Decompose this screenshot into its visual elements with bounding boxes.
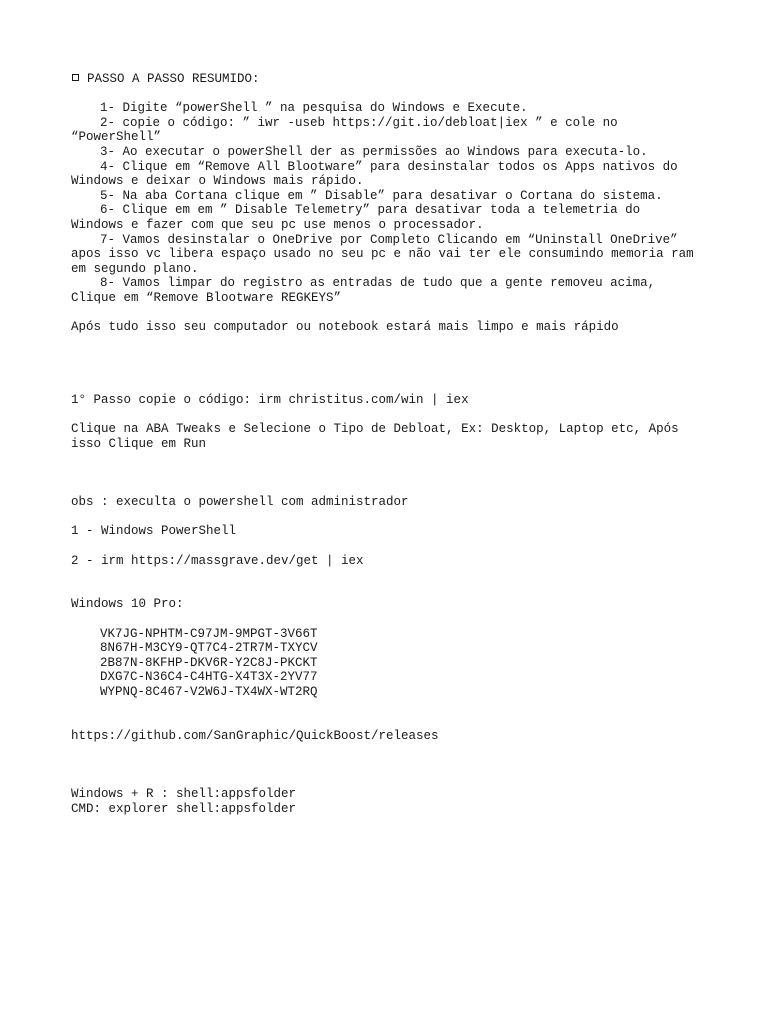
product-key: DXG7C-N36C4-C4HTG-X4T3X-2YV77 [100, 670, 318, 685]
product-key: WYPNQ-8C467-V2W6J-TX4WX-WT2RQ [100, 684, 318, 699]
windows10-heading: Windows 10 Pro: [71, 597, 184, 612]
square-bullet-icon [72, 74, 79, 81]
passo-1-text: 1° Passo copie o código: irm christitus.com/win | iex [71, 393, 469, 408]
document-body [71, 72, 711, 816]
step-7-continued-2: em segundo plano. [71, 261, 199, 276]
step-5: 5- Na aba Cortana clique em ” Disable” para desativar o Cortana do sistema. [100, 188, 663, 203]
step-8: 8- Vamos limpar do registro as entradas de tudo que a gente removeu acima, [100, 276, 656, 291]
tweaks-line-2: isso Clique em Run [71, 436, 207, 451]
summary-text: Após tudo isso seu computador ou notebook estará mais limpo e mais rápido [71, 320, 619, 335]
product-key: 2B87N-8KFHP-DKV6R-Y2C8J-PKCKT [100, 655, 318, 670]
step-4: 4- Clique em “Remove All Blootware” para desinstalar todos os Apps nativos do [100, 159, 678, 174]
product-key: 8N67H-M3CY9-QT7C4-2TR7M-TXYCV [100, 641, 318, 656]
step-2: 2- copie o código: ” iwr -useb https://git.io/debloat|iex ” e cole no [100, 115, 618, 130]
shortcut-cmd: CMD: explorer shell:appsfolder [71, 801, 297, 816]
step-2-continued: “PowerShell” [71, 130, 162, 145]
step-8-continued: Clique em “Remove Blootware REGKEYS” [71, 290, 342, 305]
step-6: 6- Clique em em ” Disable Telemetry” para desativar toda a telemetria do [100, 203, 641, 218]
quickboost-link[interactable]: https://github.com/SanGraphic/QuickBoost/releases [71, 728, 439, 743]
step-1: 1- Digite “powerShell ” na pesquisa do Windows e Execute. [100, 101, 528, 116]
step-7: 7- Vamos desinstalar o OneDrive por Completo Clicando em “Uninstall OneDrive” [100, 232, 678, 247]
powershell-step-2: 2 - irm https://massgrave.dev/get | iex [71, 553, 364, 568]
product-key: VK7JG-NPHTM-C97JM-9MPGT-3V66T [100, 626, 318, 641]
step-6-continued: Windows e fazer com que seu pc use menos o processador. [71, 217, 484, 232]
obs-note: obs : execulta o powershell com administrador [71, 495, 409, 510]
step-7-continued: apos isso vc libera espaço usado no seu pc e não vai ter ele consumindo memoria ram [71, 247, 694, 262]
powershell-step-1: 1 - Windows PowerShell [71, 524, 237, 539]
section-heading-text: PASSO A PASSO RESUMIDO: [87, 72, 260, 86]
shortcut-run: Windows + R : shell:appsfolder [71, 787, 297, 802]
tweaks-line-1: Clique na ABA Tweaks e Selecione o Tipo de Debloat, Ex: Desktop, Laptop etc, Após [71, 422, 679, 437]
section-heading [71, 72, 711, 87]
step-4-continued: Windows e deixar o Windows mais rápido. [71, 174, 364, 189]
step-3: 3- Ao executar o powerShell der as permissões ao Windows para executa-lo. [100, 144, 648, 159]
